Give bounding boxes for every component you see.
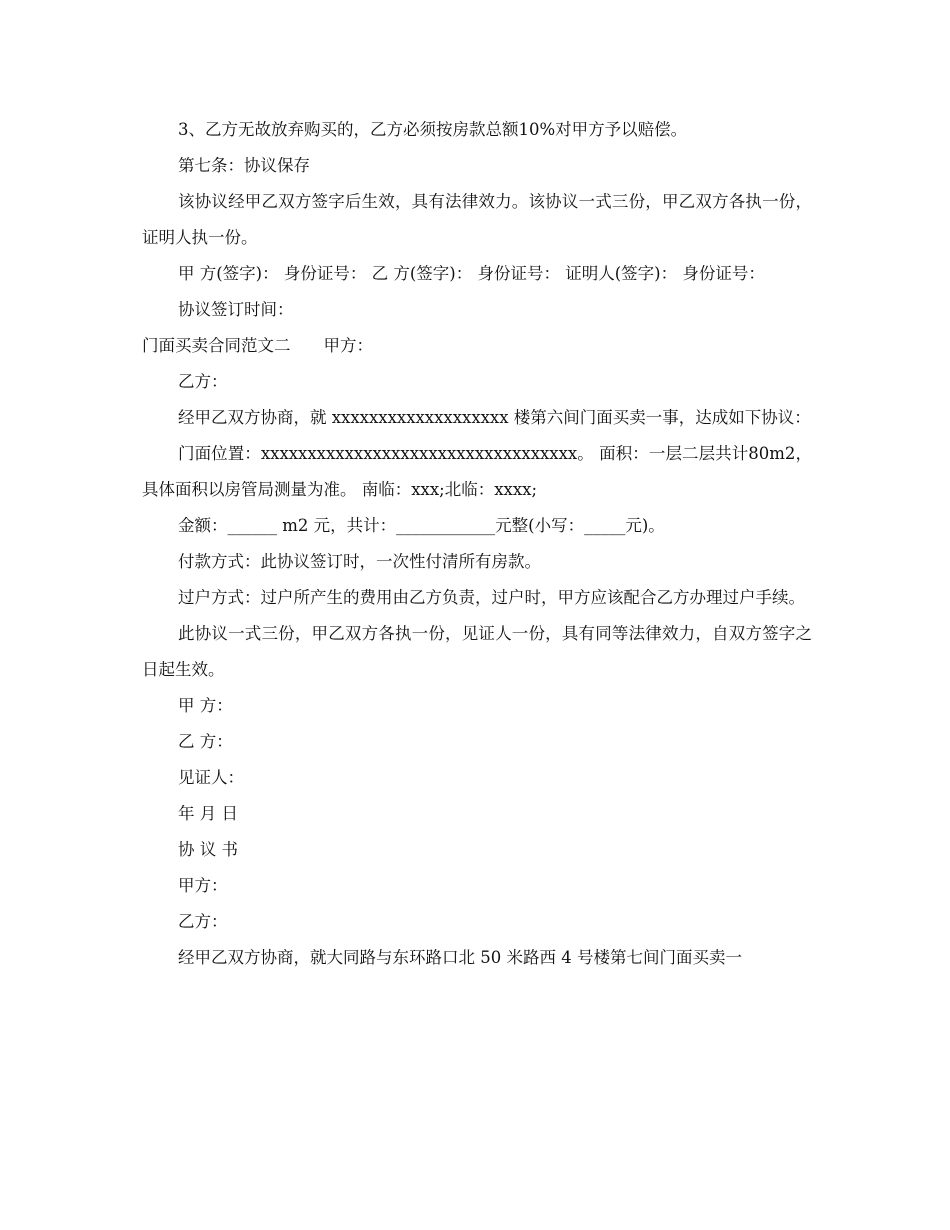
paragraph-signature-fields: 甲 方(签字)： 身份证号： 乙 方(签字)： 身份证号： 证明人(签字)： 身份证号： <box>178 264 765 283</box>
paragraph-party-a-2: 甲方： <box>178 876 228 895</box>
paragraph-party-b: 乙方： <box>178 372 228 391</box>
paragraph-party-b-2: 乙方： <box>178 912 228 931</box>
paragraph-agreement-title: 协 议 书 <box>178 840 238 859</box>
paragraph-location-area: 门面位置：xxxxxxxxxxxxxxxxxxxxxxxxxxxxxxxxxx。 面积：一层二层共计80m2，具体面积以房管局测量为准。 南临：xxx;北临：xxxx; <box>142 444 812 499</box>
paragraph-payment-method: 付款方式：此协议签订时，一次性付清所有房款。 <box>178 552 541 571</box>
paragraph-negotiation-intro-2: 经甲乙双方协商，就大同路与东环路口北 50 米路西 4 号楼第七间门面买卖一 <box>178 948 742 967</box>
paragraph-negotiation-intro: 经甲乙双方协商，就 xxxxxxxxxxxxxxxxxxx 楼第六间门面买卖一事，达成如下协议： <box>178 408 811 427</box>
paragraph-sample-two-title: 门面买卖合同范文二 甲方： <box>142 336 373 355</box>
paragraph-party-a-sign: 甲 方： <box>178 696 233 715</box>
paragraph-copies-clause: 此协议一式三份，甲乙双方各执一份，见证人一份，具有同等法律效力，自双方签字之日起生效。 <box>142 624 812 679</box>
paragraph-effectiveness-clause: 该协议经甲乙双方签字后生效，具有法律效力。该协议一式三份，甲乙双方各执一份，证明人执一份。 <box>142 192 812 247</box>
paragraph-date: 年 月 日 <box>178 804 238 823</box>
paragraph-amount: 金额：______ m2 元，共计：____________元整(小写：_____元)。 <box>178 516 665 535</box>
paragraph-article-seven-heading: 第七条：协议保存 <box>178 156 310 175</box>
paragraph-party-b-sign: 乙 方： <box>178 732 233 751</box>
paragraph-compensation-clause: 3、乙方无故放弃购买的，乙方必须按房款总额10%对甲方予以赔偿。 <box>178 120 688 139</box>
document-body <box>142 112 812 976</box>
paragraph-transfer-method: 过户方式：过户所产生的费用由乙方负责，过户时，甲方应该配合乙方办理过户手续。 <box>178 588 805 607</box>
paragraph-witness: 见证人： <box>178 768 244 787</box>
paragraph-signing-date: 协议签订时间： <box>178 300 294 319</box>
